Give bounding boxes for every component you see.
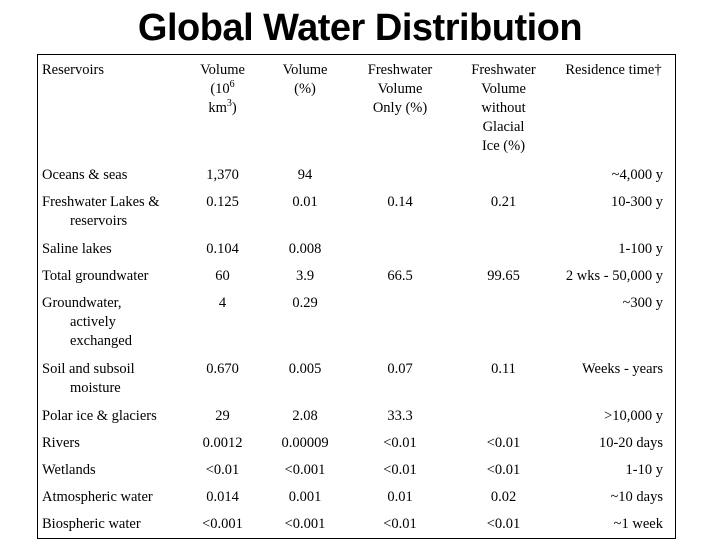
header-reservoirs: Reservoirs [42,62,105,78]
page-title: Global Water Distribution [137,7,583,49]
freshwater-no-ice-cell [455,236,552,263]
volume-km3-cell: 29 [215,408,230,424]
volume-pct-cell: <0.001 [284,462,326,478]
volume-pct-cell: 0.29 [292,295,318,311]
residence-time-cell: >10,000 y [604,408,663,424]
header-volume-pct: Volume (%) [282,62,328,97]
freshwater-cell: 0.14 [387,194,413,210]
residence-time-cell: ~300 y [622,295,663,311]
table-row [38,263,675,290]
residence-time-cell: 10-20 days [598,435,663,451]
volume-pct-cell: 0.01 [292,194,318,210]
residence-time-cell: 1-10 y [625,462,663,478]
freshwater-cell: <0.01 [383,462,417,478]
freshwater-cell: 33.3 [387,408,413,424]
volume-pct-cell: 3.9 [295,268,315,284]
water-distribution-table [38,55,675,538]
residence-time-cell: Weeks - years [582,361,663,377]
freshwater-cell [345,236,455,263]
table-row [38,236,675,263]
reservoir-name: Groundwater, actively exchanged [42,295,132,349]
residence-time-cell: ~4,000 y [611,167,663,183]
volume-km3-cell: 0.104 [206,241,239,257]
freshwater-cell: <0.01 [383,516,417,532]
reservoir-name: Freshwater Lakes & reservoirs [42,194,160,229]
freshwater-no-ice-cell: <0.01 [486,435,521,451]
volume-pct-cell: 94 [297,167,313,183]
freshwater-no-ice-cell: 99.65 [487,268,520,284]
table-row [38,290,675,356]
volume-km3-cell: 0.125 [206,194,239,210]
header-residence-time: Residence time† [565,62,662,78]
reservoir-name: Rivers [42,435,80,451]
freshwater-no-ice-cell: <0.01 [486,462,521,478]
freshwater-cell: 0.07 [387,361,413,377]
volume-km3-cell: 1,370 [206,167,239,183]
reservoir-name: Atmospheric water [42,489,153,505]
reservoir-name: Wetlands [42,462,96,478]
residence-time-cell: 10-300 y [611,194,663,210]
freshwater-cell: <0.01 [383,435,417,451]
residence-time-cell: ~10 days [610,489,663,505]
header-volume-km3: Volume ($10^6$ $km^3$) [200,62,245,116]
residence-time-cell: 2 wks - 50,000 y [565,268,663,284]
freshwater-cell [345,290,455,356]
table-row [38,430,675,457]
table-row [38,189,675,236]
freshwater-no-ice-cell [455,290,552,356]
volume-km3-cell: <0.01 [205,462,240,478]
volume-km3-cell: 0.0012 [202,435,243,451]
header-freshwater-without-ice: Freshwater Volume without Glacial Ice (%) [471,62,536,154]
volume-km3-cell: <0.001 [202,516,243,532]
reservoir-name: Total groundwater [42,268,149,284]
residence-time-cell: ~1 week [613,516,663,532]
volume-pct-cell: 0.001 [288,489,322,505]
volume-km3-cell: 60 [215,268,230,284]
freshwater-no-ice-cell [455,162,552,189]
freshwater-no-ice-cell: 0.21 [490,194,517,210]
freshwater-no-ice-cell: 0.11 [491,361,516,377]
volume-km3-cell: 0.014 [206,489,239,505]
volume-km3-cell: 4 [218,295,227,311]
header-freshwater-volume: Freshwater Volume Only (%) [367,62,433,116]
volume-pct-cell: 2.08 [292,408,318,424]
freshwater-cell: 0.01 [387,489,413,505]
table-row [38,457,675,484]
freshwater-cell: 66.5 [387,268,413,284]
freshwater-no-ice-cell: 0.02 [490,489,517,505]
table-row [38,511,675,538]
volume-pct-cell: 0.00009 [281,435,329,451]
residence-time-cell: 1-100 y [618,241,663,257]
table-row [38,484,675,511]
volume-km3-cell: 0.670 [206,361,239,377]
volume-pct-cell: 0.008 [288,241,322,257]
volume-pct-cell: <0.001 [284,516,326,532]
freshwater-cell [345,162,455,189]
table-row [38,403,675,430]
reservoir-name: Saline lakes [42,241,112,257]
freshwater-no-ice-cell [455,403,552,430]
reservoir-name: Biospheric water [42,516,141,532]
reservoir-name: Oceans & seas [42,167,128,183]
freshwater-no-ice-cell: <0.01 [486,516,521,532]
table-row [38,162,675,189]
table-row [38,356,675,403]
header-row [38,55,675,162]
reservoir-name: Soil and subsoil moisture [42,361,135,396]
reservoir-name: Polar ice & glaciers [42,408,157,424]
volume-pct-cell: 0.005 [288,361,322,377]
